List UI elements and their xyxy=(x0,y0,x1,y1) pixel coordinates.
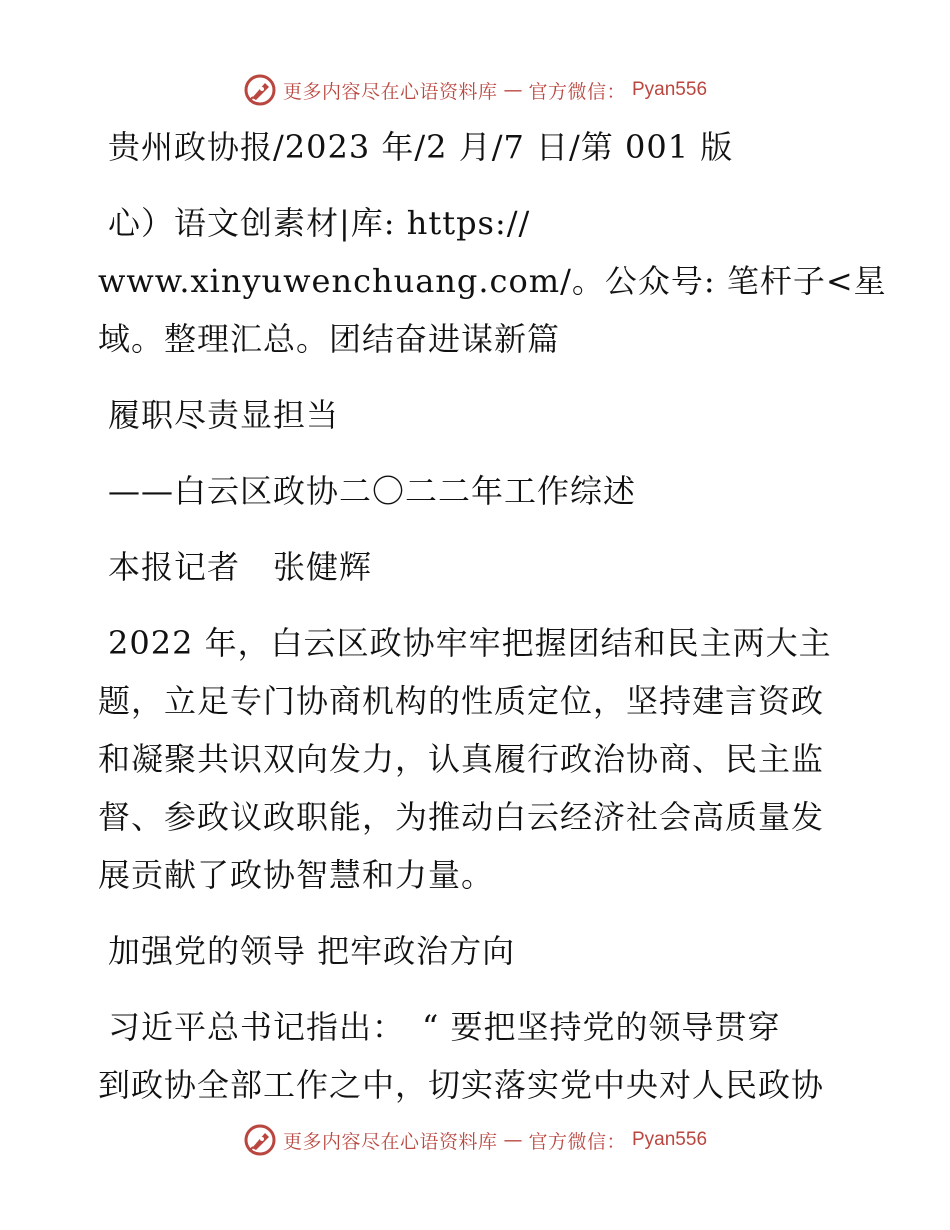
banner-separator: — xyxy=(503,1129,523,1151)
paragraph1-line-2: 题，立足专门协商机构的性质定位，坚持建言资政 xyxy=(98,682,825,720)
paragraph1-line-5: 展贡献了政协智慧和力量。 xyxy=(98,856,495,894)
document-body xyxy=(98,118,887,1114)
article-subtitle: ——白云区政协二〇二二年工作综述 xyxy=(108,472,637,510)
byline: 本报记者 张健辉 xyxy=(108,548,373,586)
paragraph2-line-2: 到政协全部工作之中，切实落实党中央对人民政协 xyxy=(98,1066,825,1104)
article-title: 履职尽责显担当 xyxy=(108,396,340,434)
pen-nib-logo-icon xyxy=(243,1123,277,1157)
banner-label: 官方微信： xyxy=(528,80,626,103)
notice-line-3: 域。整理汇总。团结奋进谋新篇 xyxy=(98,320,561,358)
paragraph1-line-4: 督、参政议政职能，为推动白云经济社会高质量发 xyxy=(98,798,825,836)
section-heading: 加强党的领导 把牢政治方向 xyxy=(108,932,516,970)
bottom-banner xyxy=(0,1120,950,1160)
notice-line-2: www.xinyuwenchuang.com/。公众号: 笔杆子<星 xyxy=(98,262,887,300)
banner-text: 更多内容尽在心语资料库 xyxy=(282,1130,498,1153)
banner-separator: — xyxy=(503,79,523,101)
paragraph1-line-3: 和凝聚共识双向发力，认真履行政治协商、民主监 xyxy=(98,740,825,778)
notice-line-1: 心）语文创素材|库: https:// xyxy=(108,204,531,242)
paragraph2-line-1: 习近平总书记指出： “ 要把坚持党的领导贯穿 xyxy=(108,1008,781,1046)
banner-wechat-id: Pyan556 xyxy=(632,79,708,100)
banner-text: 更多内容尽在心语资料库 xyxy=(282,80,498,103)
banner-label: 官方微信： xyxy=(528,1130,626,1153)
pen-nib-logo-icon xyxy=(243,73,277,107)
top-banner xyxy=(0,70,950,110)
paragraph1-line-1: 2022 年，白云区政协牢牢把握团结和民主两大主 xyxy=(108,624,832,662)
banner-wechat-id: Pyan556 xyxy=(632,1129,708,1150)
source-line: 贵州政协报/2023 年/2 月/7 日/第 001 版 xyxy=(108,128,734,166)
